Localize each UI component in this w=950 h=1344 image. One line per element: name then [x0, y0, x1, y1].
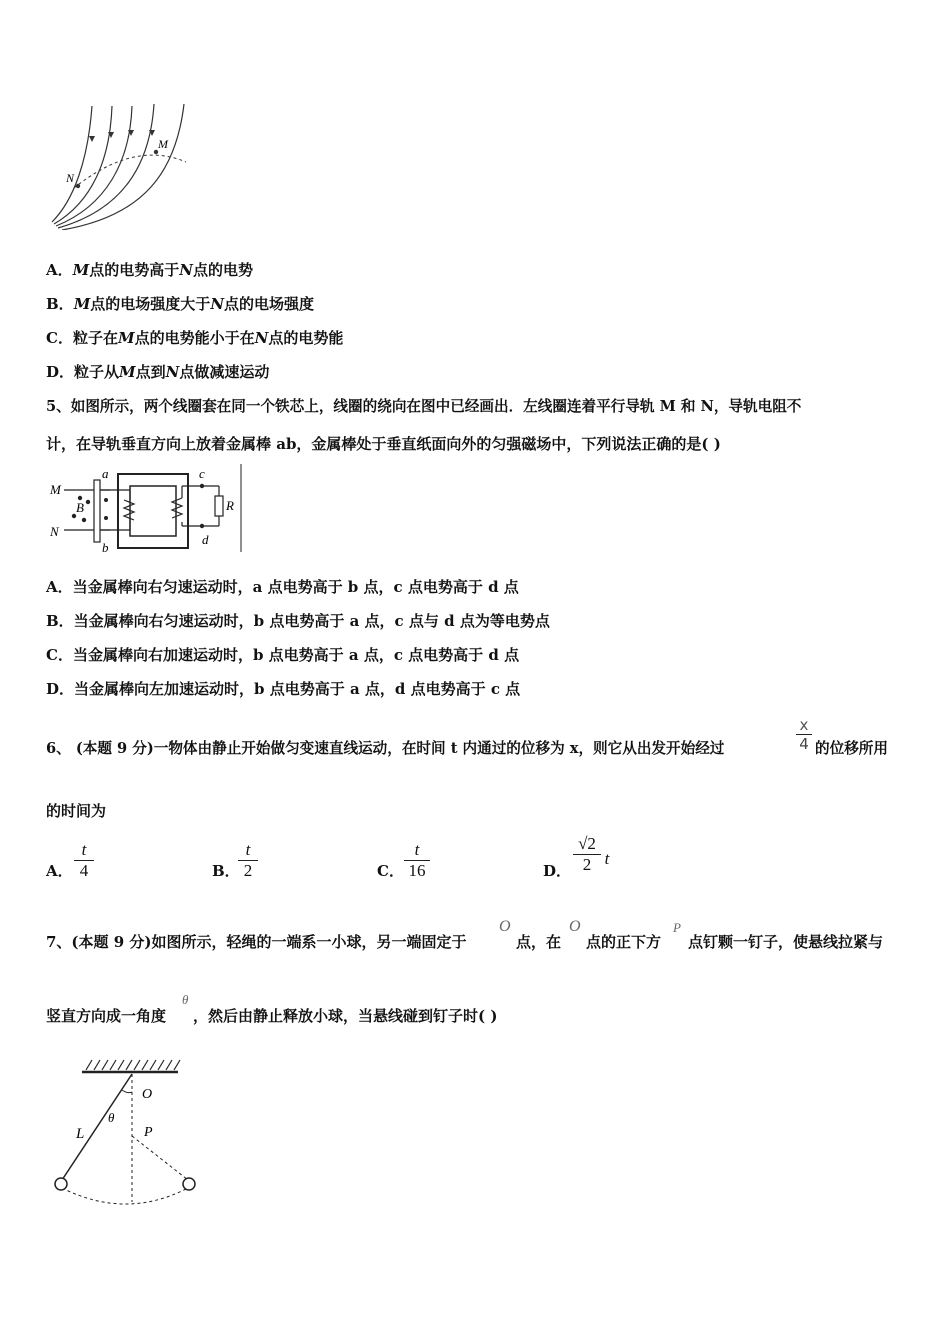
q7-stem-part2: 点，在	[516, 933, 562, 951]
q7-stem-part3: 点的正下方	[586, 933, 662, 951]
q6-stem-after: 的位移所用	[815, 740, 888, 757]
transformer-circuit-diagram	[44, 464, 249, 554]
q4-option-c: C．粒子在M点的电势能小于在N点的电势能	[46, 329, 344, 347]
q7-stem-part1: 7、(本题 9 分)如图所示，轻绳的一端系一小球，另一端固定于	[46, 933, 467, 951]
q6-stem-fraction: $\frac{x}{4}$	[796, 716, 812, 753]
label-d: d	[202, 532, 209, 547]
q5-stem-line2: 计，在导轨垂直方向上放着金属棒 ab，金属棒处于垂直纸面向外的匀强磁场中，下列说法正确的是( )	[46, 435, 721, 453]
q6-option-c-letter: C．	[377, 862, 404, 880]
q6-option-b-letter: B．	[212, 862, 240, 880]
q6-option-d-suffix: t	[604, 849, 610, 868]
label-n: N	[50, 524, 59, 539]
q6-option-a-letter: A．	[46, 862, 73, 880]
q7-stem-part4: 点钉颗一钉子，使悬线拉紧与	[688, 933, 884, 951]
q7-symbol-p: P	[673, 920, 681, 935]
pendulum-diagram	[46, 1054, 216, 1214]
q7-symbol-o-2: O	[569, 918, 581, 935]
label-r: R	[226, 498, 234, 513]
q7-symbol-theta: θ	[182, 992, 189, 1007]
label-m: M	[50, 482, 61, 497]
q4-option-a: A．M点的电势高于N点的电势	[46, 261, 253, 279]
q5-option-a: A．当金属棒向右匀速运动时，a 点电势高于 b 点，c 点电势高于 d 点	[46, 578, 519, 596]
label-l: L	[76, 1126, 85, 1142]
q7-stem-part6: ，然后由静止释放小球，当悬线碰到钉子时( )	[193, 1007, 498, 1025]
label-theta: θ	[108, 1110, 115, 1125]
label-a: a	[102, 466, 109, 481]
q7-stem-part5: 竖直方向成一角度	[46, 1007, 167, 1025]
q6-stem-line2: 的时间为	[46, 802, 107, 820]
electric-field-diagram	[44, 100, 194, 230]
q5-option-b: B．当金属棒向右匀速运动时，b 点电势高于 a 点，c 点与 d 点为等电势点	[46, 612, 550, 630]
label-c: c	[199, 466, 205, 481]
q6-option-c-fraction: $\frac{t}{16}$	[404, 840, 430, 881]
q6-stem-before: 6、 (本题 9 分)一物体由静止开始做匀变速直线运动，在时间 t 内通过的位移为 x，则它从出发开始经过	[46, 740, 725, 757]
q4-option-b: B．M点的电场强度大于N点的电场强度	[46, 295, 315, 313]
label-o: O	[142, 1087, 153, 1102]
q6-option-a-fraction: $\frac{t}{4}$	[74, 840, 94, 881]
label-field-b: B	[76, 500, 84, 515]
q6-option-d-letter: D．	[543, 862, 572, 880]
q6-option-d-fraction: $\frac{√2}{2}$	[573, 834, 601, 875]
q7-symbol-o: O	[499, 918, 511, 935]
q5-option-d: D．当金属棒向左加速运动时，b 点电势高于 a 点，d 点电势高于 c 点	[46, 680, 521, 698]
q6-option-b-fraction: $\frac{t}{2}$	[238, 840, 258, 881]
q5-stem-line1: 5、如图所示，两个线圈套在同一个铁芯上，线圈的绕向在图中已经画出．左线圈连着平行导轨 M 和 N，导轨电阻不	[46, 398, 802, 415]
label-m: M	[158, 137, 168, 151]
q5-option-c: C．当金属棒向右加速运动时，b 点电势高于 a 点，c 点电势高于 d 点	[46, 646, 520, 664]
label-n: N	[66, 171, 75, 185]
label-p: P	[144, 1125, 153, 1140]
label-b: b	[102, 540, 109, 554]
q4-option-d: D．粒子从M点到N点做减速运动	[46, 363, 270, 381]
